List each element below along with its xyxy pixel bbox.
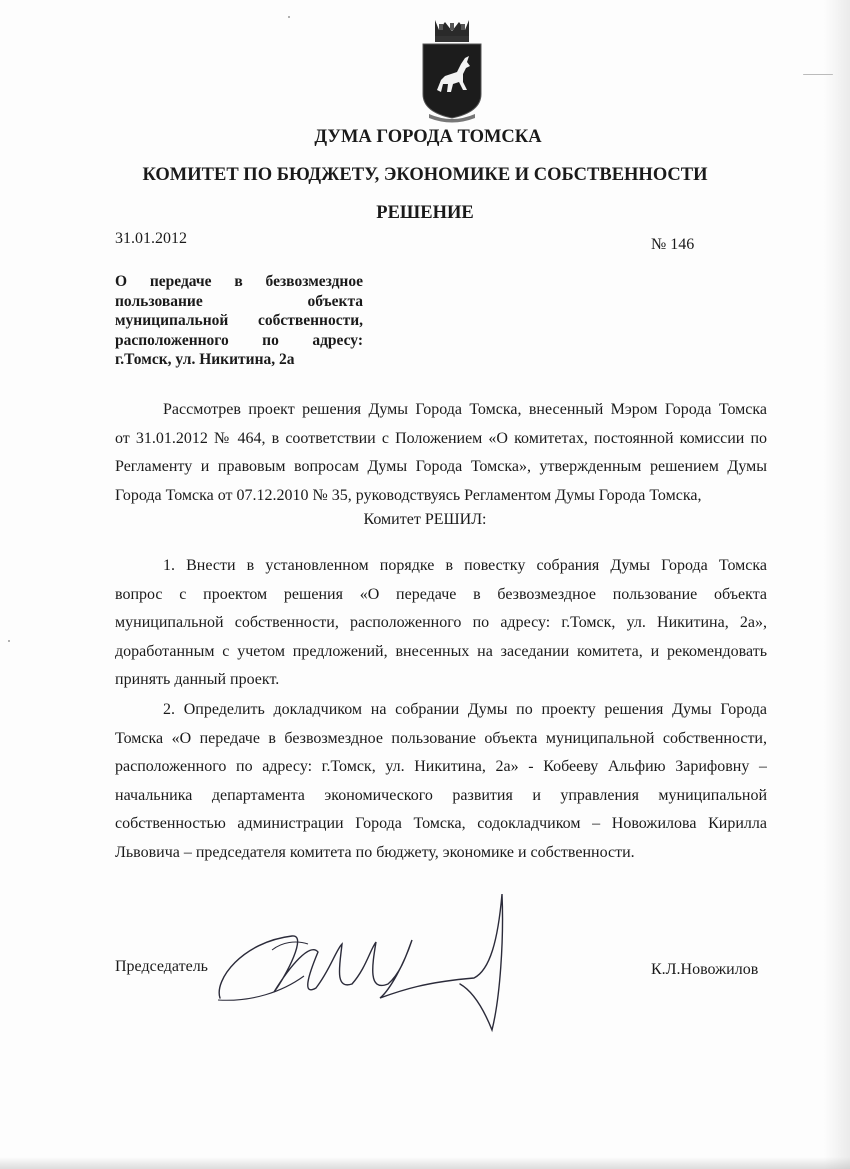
paragraph-line: Регламенту и правовым вопросам Думы Города Томска», утвержденным решением Думы [115, 458, 767, 476]
document-date: 31.01.2012 [115, 230, 187, 247]
paragraph-line: вопрос с проектом решения «О передаче в безвозмездное пользование объекта [115, 585, 767, 603]
preamble-paragraph [115, 396, 767, 510]
subject-line: муниципальной собственности, [115, 312, 363, 329]
resolved-heading: Комитет РЕШИЛ: [363, 511, 487, 528]
tomsk-coat-of-arms-icon [417, 14, 487, 126]
item-2-paragraph [115, 696, 767, 868]
paragraph-line: принять данный проект. [115, 671, 280, 689]
signatory-name: К.Л.Новожилов [651, 961, 759, 978]
subject-line: расположенного по адресу: [115, 331, 363, 349]
subject-line: г.Томск, ул. Никитина, 2а [115, 351, 295, 368]
org-title: ДУМА ГОРОДА ТОМСКА [314, 127, 542, 147]
handwritten-signature [212, 880, 532, 1040]
paragraph-line: собственностью администрации Города Томска, содокладчиком – Новожилова Кирилла [115, 815, 767, 833]
subject-line: пользование объекта [115, 292, 363, 310]
scan-shadow-bottom [0, 1157, 850, 1169]
scan-speck [288, 16, 290, 18]
committee-title: КОМИТЕТ ПО БЮДЖЕТУ, ЭКОНОМИКЕ И СОБСТВЕННОСТИ [142, 165, 708, 185]
paragraph-line: доработанным с учетом предложений, внесенных на заседании комитета, и рекомендовать [115, 642, 767, 660]
signature-label: Председатель [115, 958, 208, 975]
paragraph-line: расположенного по адресу: г.Томск, ул. Никитина, 2а» - Кобееву Альфию Зарифовну – [115, 758, 767, 776]
item-1-paragraph [115, 552, 767, 695]
scan-shadow-right [824, 0, 850, 1169]
subject-line: О передаче в безвозмездное [115, 273, 363, 290]
paragraph-line: Томска «О передаче в безвозмездное пользование объекта муниципальной собственности, [115, 729, 767, 747]
paragraph-line: Львовича – председателя комитета по бюджету, экономике и собственности. [115, 843, 635, 861]
scan-speck [8, 640, 10, 642]
paragraph-line: Города Томска от 07.12.2010 № 35, руководствуясь Регламентом Думы Города Томска, [115, 486, 702, 504]
paragraph-line: 1. Внести в установленном порядке в повестку собрания Думы Города Томска [163, 557, 767, 574]
subject-block [115, 272, 363, 370]
paragraph-line: муниципальной собственности, расположенного по адресу: г.Томск, ул. Никитина, 2а», [115, 614, 767, 632]
paragraph-line: Рассмотрев проект решения Думы Города Томска, внесенный Мэром Города Томска [163, 401, 767, 418]
document-number: № 146 [651, 236, 695, 253]
paragraph-line: начальника департамента экономического развития и управления муниципальной [115, 786, 767, 804]
paragraph-line: от 31.01.2012 № 464, в соответствии с Положением «О комитетах, постоянной комиссии по [115, 429, 767, 447]
document-type: РЕШЕНИЕ [376, 203, 474, 223]
paragraph-line: 2. Определить докладчиком на собрании Думы по проекту решения Думы Города [163, 701, 767, 718]
